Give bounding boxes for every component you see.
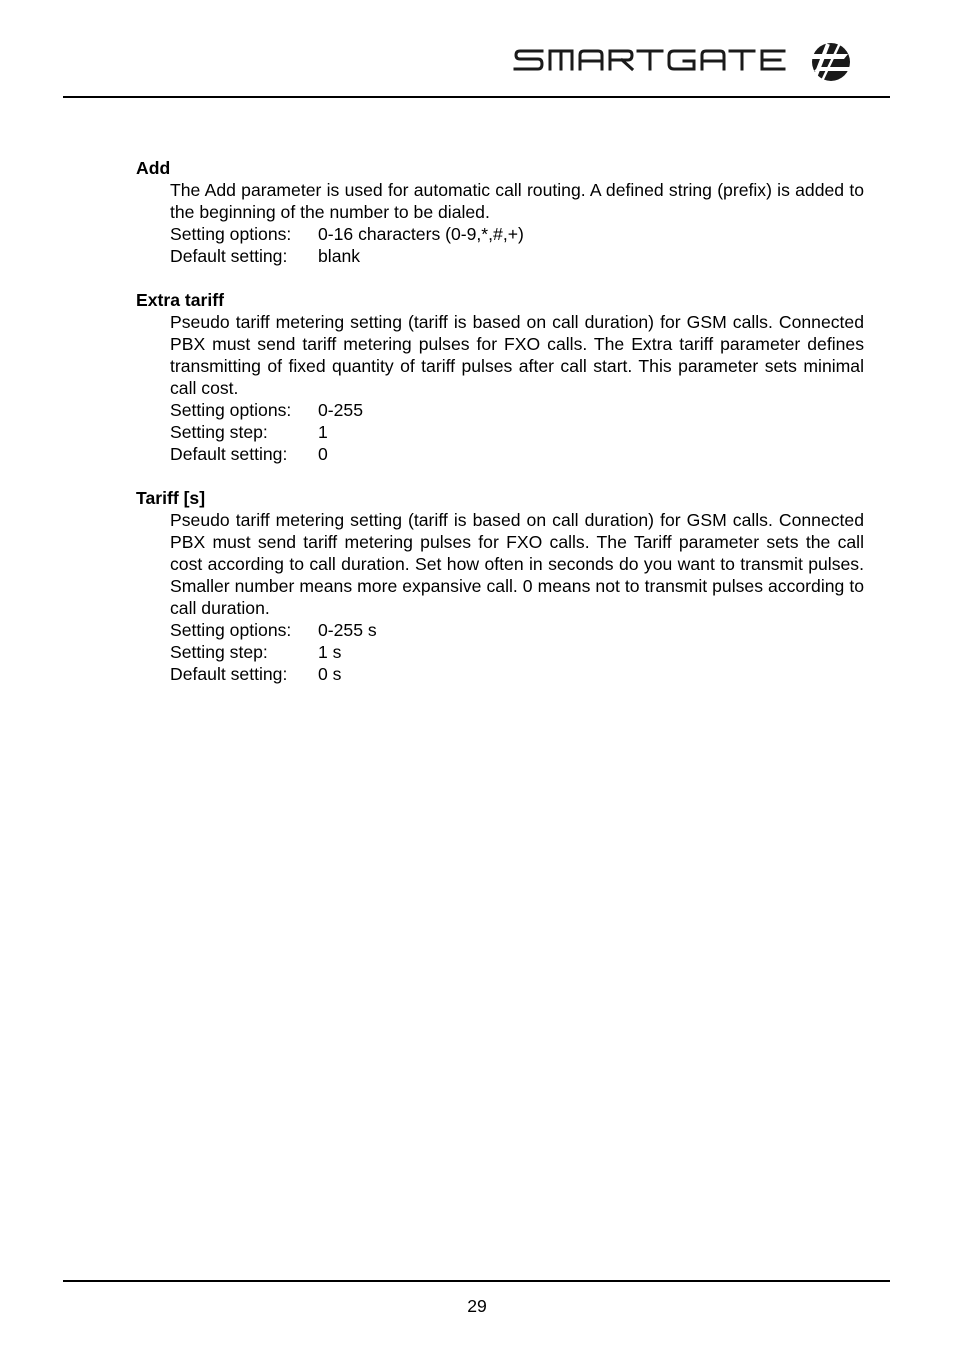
section-heading: Tariff [s] xyxy=(136,488,206,508)
section-heading: Extra tariff xyxy=(136,290,224,310)
section-description: Pseudo tariff metering setting (tariff is based on call duration) for GSM calls. Connected PBX must send tariff metering pulses for FXO calls. The Extra tariff parameter defines transmitting of fixed quantity of tariff pulses after call start. This parameter sets minimal call cost. xyxy=(170,312,864,398)
brand-emblem-icon xyxy=(812,43,852,81)
setting-row xyxy=(170,619,864,641)
setting-label: Setting options: xyxy=(170,224,292,244)
section-add xyxy=(136,157,864,267)
setting-row xyxy=(170,223,864,245)
section-heading: Add xyxy=(136,158,171,178)
setting-value: 1 xyxy=(318,422,328,442)
setting-row xyxy=(170,245,864,267)
setting-row xyxy=(170,443,864,465)
setting-label: Setting options: xyxy=(170,400,292,420)
document-body xyxy=(136,157,864,707)
setting-label: Setting step: xyxy=(170,642,268,662)
setting-value: 0-16 characters (0-9,*,#,+) xyxy=(318,224,524,244)
section-extra-tariff xyxy=(136,289,864,465)
setting-value: 0 xyxy=(318,444,328,464)
setting-label: Default setting: xyxy=(170,444,288,464)
setting-row xyxy=(170,663,864,685)
section-tariff xyxy=(136,487,864,685)
setting-value: 1 s xyxy=(318,642,342,662)
smartgate-logo xyxy=(512,40,862,84)
setting-label: Default setting: xyxy=(170,664,288,684)
setting-label: Setting options: xyxy=(170,620,292,640)
section-body xyxy=(170,509,864,685)
page-number: 29 xyxy=(467,1296,487,1316)
section-description: Pseudo tariff metering setting (tariff is based on call duration) for GSM calls. Connected PBX must send tariff metering pulses for FXO calls. The Tariff parameter sets the call cost according to call duration. Set how often in seconds do you want to transmit pulses. Smaller number means more expansive call. 0 means not to transmit pulses according to call duration. xyxy=(170,510,864,618)
page-header xyxy=(0,0,954,100)
setting-label: Default setting: xyxy=(170,246,288,266)
setting-row xyxy=(170,399,864,421)
section-body xyxy=(170,179,864,267)
setting-value: 0-255 xyxy=(318,400,363,420)
setting-value: blank xyxy=(318,246,361,266)
setting-value: 0-255 s xyxy=(318,620,377,640)
footer-divider xyxy=(63,1280,890,1282)
section-body xyxy=(170,311,864,465)
setting-row xyxy=(170,641,864,663)
header-divider xyxy=(63,96,890,98)
section-description: The Add parameter is used for automatic call routing. A defined string (prefix) is added to the beginning of the number to be dialed. xyxy=(170,180,864,222)
setting-label: Setting step: xyxy=(170,422,268,442)
setting-value: 0 s xyxy=(318,664,342,684)
setting-row xyxy=(170,421,864,443)
